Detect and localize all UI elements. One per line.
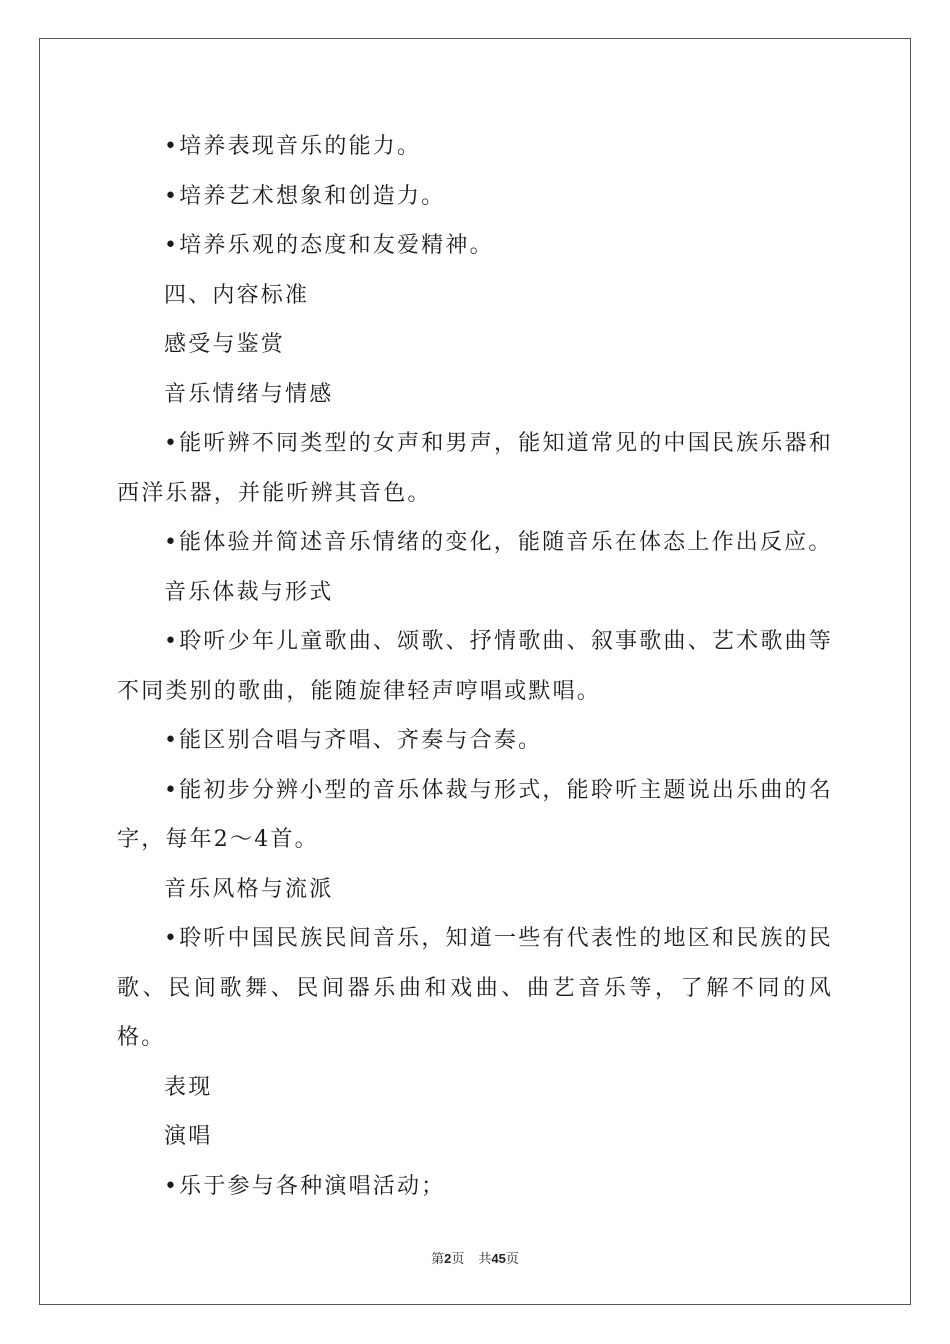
footer-page-number: 2 — [444, 1251, 452, 1266]
paragraph: •聆听少年儿童歌曲、颂歌、抒情歌曲、叙事歌曲、艺术歌曲等不同类别的歌曲，能随旋律轻声哼唱或默唱。 — [117, 629, 833, 704]
footer-total-pages: 45 — [491, 1251, 506, 1266]
subsection-heading: 音乐体裁与形式 — [164, 579, 334, 605]
subsection-heading: 感受与鉴赏 — [164, 332, 286, 357]
subsection-heading: 音乐风格与流派 — [164, 876, 334, 902]
paragraph: •能初步分辨小型的音乐体裁与形式，能聆听主题说出乐曲的名字，每年2～4首。 — [117, 777, 833, 852]
section-heading: 四、内容标准 — [164, 282, 310, 308]
paragraph: •培养艺术想象和创造力。 — [164, 183, 446, 209]
footer-prefix: 第 — [431, 1252, 445, 1267]
subsection-heading: 表现 — [164, 1074, 213, 1100]
document-body — [117, 122, 833, 1211]
paragraph: •乐于参与各种演唱活动； — [164, 1173, 446, 1199]
footer-total-suffix: 页 — [505, 1252, 519, 1267]
paragraph: •培养表现音乐的能力。 — [164, 134, 422, 159]
paragraph: •培养乐观的态度和友爱精神。 — [164, 233, 494, 258]
subsection-heading: 音乐情绪与情感 — [164, 381, 334, 407]
paragraph: •能区别合唱与齐唱、齐奏与合奏。 — [164, 728, 543, 753]
footer-page-suffix: 页 — [451, 1252, 465, 1267]
footer-total-prefix: 共 — [478, 1252, 492, 1267]
subsection-heading: 演唱 — [164, 1124, 213, 1149]
page-footer — [0, 1248, 950, 1267]
paragraph: •能体验并简述音乐情绪的变化，能随音乐在体态上作出反应。 — [164, 530, 833, 555]
paragraph: •聆听中国民族民间音乐，知道一些有代表性的地区和民族的民歌、民间歌舞、民间器乐曲和戏曲、曲艺音乐等，了解不同的风格。 — [117, 926, 833, 1050]
paragraph: •能听辨不同类型的女声和男声，能知道常见的中国民族乐器和西洋乐器，并能听辨其音色。 — [117, 431, 833, 506]
